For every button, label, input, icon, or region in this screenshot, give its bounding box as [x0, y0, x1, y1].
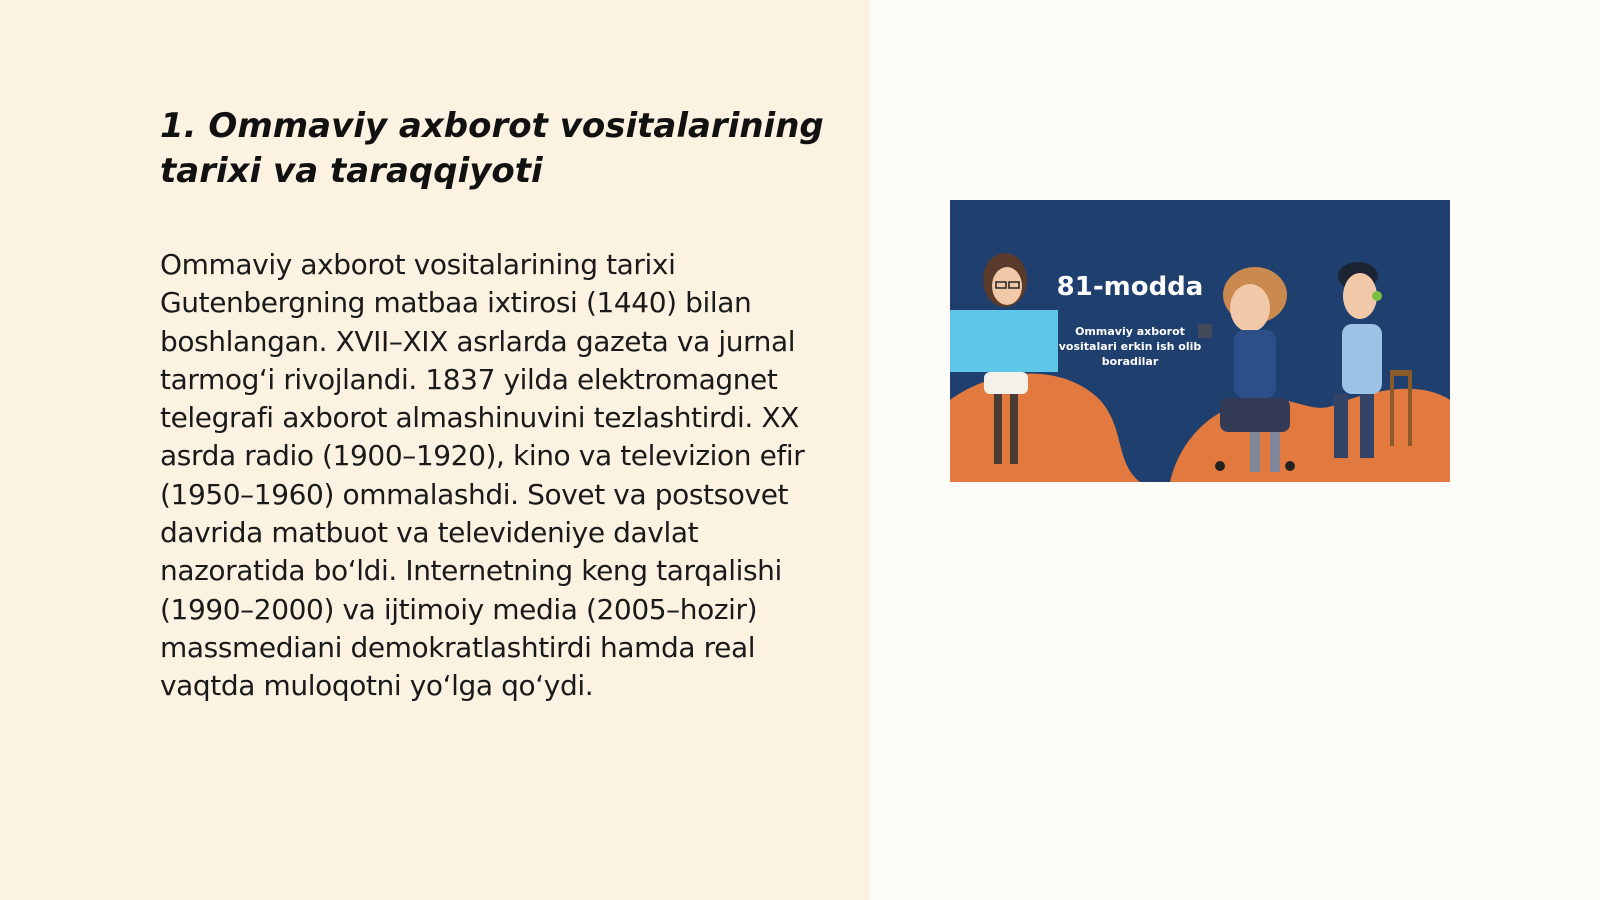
- slide-title: 1. Ommaviy axborot vositalarining tarixi va taraqqiyoti: [160, 106, 824, 191]
- illustration-heading: 81-modda: [1056, 272, 1204, 302]
- illustration-image: [950, 200, 1450, 482]
- slide-body-text: Ommaviy axborot vositalarining tarixi Gutenbergning matbaa ixtirosi (1440) bilan boshlangan. XVII–XIX asrlarda gazeta va jurnal tarmog‘i rivojlandi. 1837 yilda elektromagnet telegrafi axborot almashinuvini tezlashtirdi. XX asrda radio (1900–1920), kino va televizion efir (1950–1960) ommalashdi. Sovet va postsovet davrida matbuot va televideniye davlat nazoratida bo‘ldi. Internetning keng tarqalishi (1990–2000) va ijtimoiy media (2005–hozir) massmediani demokratlashtirdi hamda real vaqtda muloqotni yo‘lga qo‘ydi.: [160, 248, 805, 703]
- illustration-caption: Ommaviy axborot vositalari erkin ish olib boradilar: [1058, 325, 1202, 368]
